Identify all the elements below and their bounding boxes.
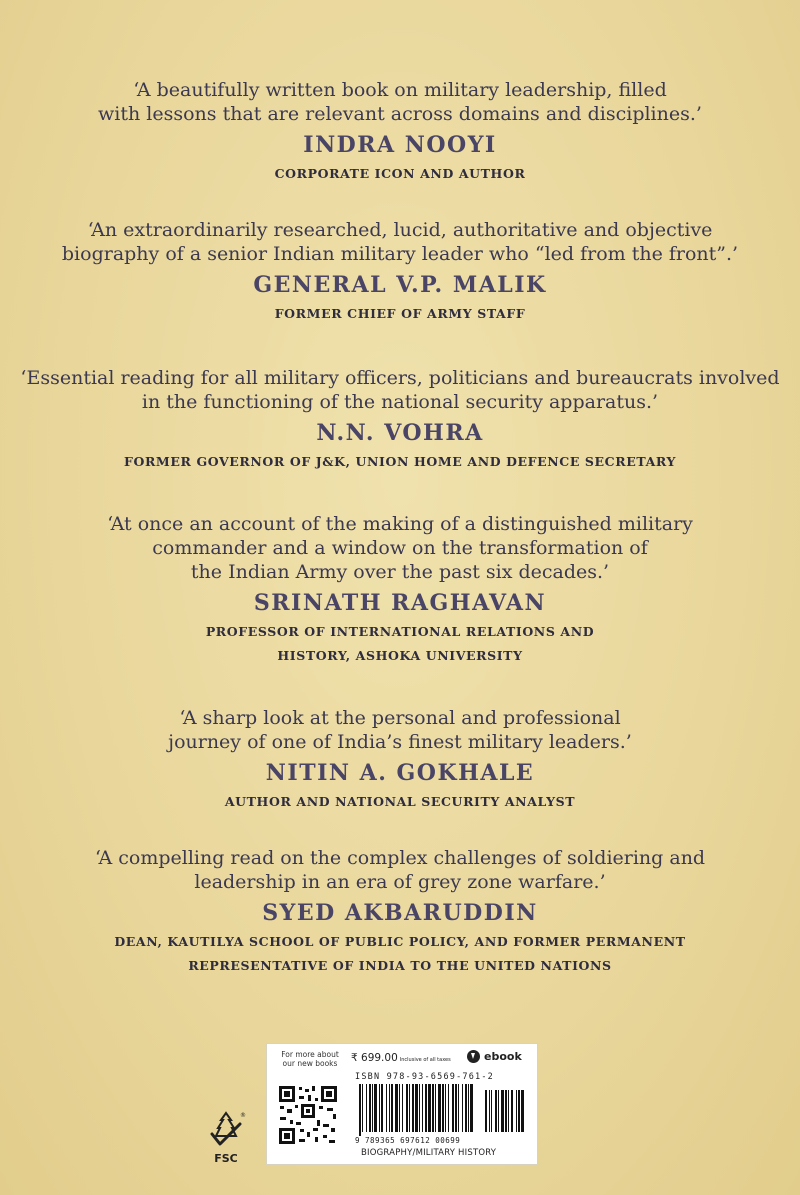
- endorsement-quote: [0, 846, 800, 894]
- role-line: HISTORY, ASHOKA UNIVERSITY: [277, 648, 523, 663]
- quote-line: ‘A sharp look at the personal and professional: [179, 707, 621, 729]
- price-note: Inclusive of all taxes: [399, 1057, 451, 1063]
- role-line: PROFESSOR OF INTERNATIONAL RELATIONS AND: [205, 624, 595, 639]
- quote-line: ‘A compelling read on the complex challenges of soldiering and: [94, 847, 706, 869]
- quote-line: biography of a senior Indian military leader who “led from the front”.’: [61, 243, 739, 265]
- quote-line: ‘Essential reading for all military officers, politicians and bureaucrats involved: [20, 367, 780, 389]
- role-line: AUTHOR AND NATIONAL SECURITY ANALYST: [224, 794, 576, 809]
- quote-line: the Indian Army over the past six decades.’: [190, 561, 610, 583]
- endorsement-quote: [0, 706, 800, 754]
- fsc-tree-check-icon: [206, 1110, 246, 1150]
- price-value: ₹ 699.00: [351, 1052, 398, 1064]
- role-line: FORMER CHIEF OF ARMY STAFF: [274, 306, 526, 321]
- endorsement-quote: [0, 512, 800, 584]
- role-line: FORMER GOVERNOR OF J&K, UNION HOME AND DEFENCE SECRETARY: [123, 454, 676, 469]
- svg-text:®: ®: [240, 1112, 246, 1119]
- endorsement-nooyi: [0, 78, 800, 186]
- endorser-name: INDRA NOOYI: [303, 132, 497, 158]
- endorsement-gokhale: [0, 706, 800, 814]
- quote-line: journey of one of India’s finest military leaders.’: [168, 731, 632, 753]
- endorser-name: NITIN A. GOKHALE: [265, 760, 535, 786]
- quote-line: ‘A beautifully written book on military leadership, filled: [133, 79, 667, 101]
- endorser-role: [0, 162, 800, 186]
- more-books-text: For more about our new books: [281, 1050, 339, 1068]
- book-category: BIOGRAPHY/MILITARY HISTORY: [361, 1148, 497, 1158]
- role-line: REPRESENTATIVE OF INDIA TO THE UNITED NATIONS: [188, 958, 612, 973]
- endorsement-akbaruddin: [0, 846, 800, 978]
- quote-line: leadership in an era of grey zone warfare.’: [194, 871, 606, 893]
- endorsement-raghavan: [0, 512, 800, 668]
- endorsement-malik: [0, 218, 800, 326]
- barcode-panel: [266, 1043, 538, 1165]
- endorser-name: SRINATH RAGHAVAN: [253, 590, 547, 616]
- fsc-logo: [204, 1110, 248, 1166]
- quote-line: ‘An extraordinarily researched, lucid, authoritative and objective: [87, 219, 713, 241]
- isbn-barcode: [357, 1084, 525, 1136]
- endorsement-quote: [0, 78, 800, 126]
- endorser-name: N.N. VOHRA: [316, 420, 484, 446]
- endorsement-vohra: [0, 366, 800, 474]
- endorser-role: [0, 620, 800, 668]
- quote-line: in the functioning of the national security apparatus.’: [141, 391, 659, 413]
- barcode-digits: 9 789365 697612 00699: [355, 1136, 461, 1145]
- endorsement-quote: [0, 218, 800, 266]
- endorser-role: [0, 302, 800, 326]
- ebook-badge: [467, 1050, 522, 1063]
- endorser-name: GENERAL V.P. MALIK: [253, 272, 547, 298]
- quote-line: with lessons that are relevant across domains and disciplines.’: [98, 103, 702, 125]
- fsc-label: FSC: [214, 1152, 238, 1165]
- role-line: DEAN, KAUTILYA SCHOOL OF PUBLIC POLICY, AND FORMER PERMANENT: [114, 934, 686, 949]
- isbn: ISBN 978-93-6569-761-2: [355, 1072, 494, 1082]
- endorsement-quote: [0, 366, 800, 414]
- qr-code[interactable]: [277, 1084, 339, 1146]
- download-circle-icon: [467, 1050, 480, 1063]
- endorser-role: [0, 450, 800, 474]
- endorser-name: SYED AKBARUDDIN: [262, 900, 538, 926]
- role-line: CORPORATE ICON AND AUTHOR: [274, 166, 526, 181]
- ebook-label: ebook: [484, 1050, 522, 1063]
- quote-line: commander and a window on the transformation of: [152, 537, 648, 559]
- endorser-role: [0, 790, 800, 814]
- price: [351, 1052, 451, 1064]
- quote-line: ‘At once an account of the making of a distinguished military: [107, 513, 693, 535]
- endorser-role: [0, 930, 800, 978]
